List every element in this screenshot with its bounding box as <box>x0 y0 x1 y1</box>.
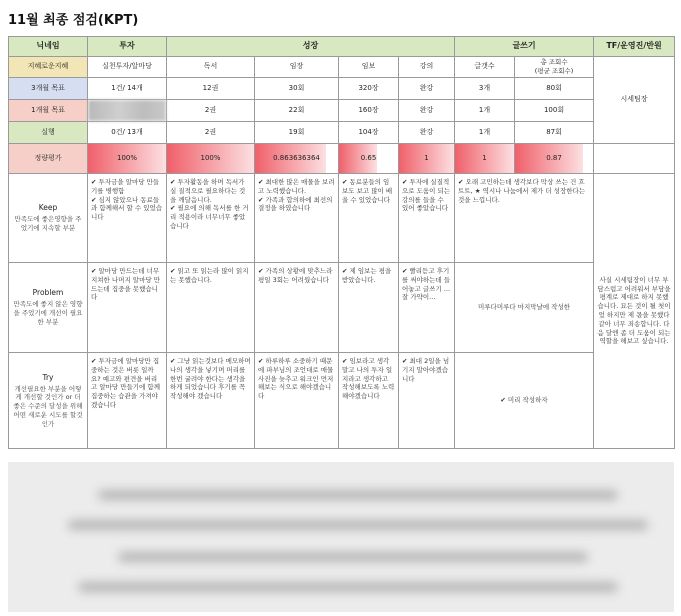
try-writing: ✔ 미리 작성하자 <box>455 353 594 449</box>
row-label-1month: 1개월 목표 <box>9 100 88 122</box>
cell-report: 320장 <box>339 78 399 100</box>
tf-role-cell: 시세팀장 <box>594 57 675 144</box>
subheader-reading: 독서 <box>167 57 255 78</box>
kpt-table <box>8 36 675 449</box>
header-invest: 투자 <box>88 37 167 57</box>
problem-class: ✔ 빨리듣고 후기를 써야하는데 들어놓고 글쓰기 ... 잘 가약이... <box>399 263 455 353</box>
header-nickname: 닉네임 <box>9 37 88 57</box>
cell-class: 완강 <box>399 122 455 144</box>
cell-views: 100회 <box>515 100 594 122</box>
keep-writing: ✔ 오래 고민하는데 생각보다 막상 쓰는 건 흐트트, ★ 역시나 나눔에서 제가 더 성장한다는 것을 느낍니다. <box>455 174 594 263</box>
header-tf: TF/운영진/반원 <box>594 37 675 57</box>
subheader-invest: 실천투자/알마당 <box>88 57 167 78</box>
subheader-name: 지혜로운지혜 <box>9 57 88 78</box>
cell-lecture: 22회 <box>255 100 339 122</box>
cell-lecture: 19회 <box>255 122 339 144</box>
keep-label-cell: Keep 만족도에 좋은영향을 주었기에 지속할 부분 <box>9 174 88 263</box>
eval-lecture: 0.863636364 <box>255 144 339 174</box>
redacted-area <box>8 462 674 612</box>
cell-reading: 12권 <box>167 78 255 100</box>
keep-report: ✔ 동료분들의 임보도 보고 많이 배울 수 있었습니다 <box>339 174 399 263</box>
cell-report: 160장 <box>339 100 399 122</box>
page-title: 11월 최종 점검(KPT) <box>8 13 139 28</box>
cell-reading: 2권 <box>167 122 255 144</box>
problem-reading: ✔ 읽고 또 읽는라 많이 읽지는 못했습니다. <box>167 263 255 353</box>
cell-post-count: 1개 <box>455 122 515 144</box>
cell-views: 87회 <box>515 122 594 144</box>
cell-invest: 1건/ 14개 <box>88 78 167 100</box>
try-invest: ✔ 투자금에 알마당만 집중하는 것은 버릇 일까요? 예고와 편견을 버리고 알마당 만들기에 함께 집중하는 습관을 가져야겠습니다 <box>88 353 167 449</box>
cell-reading: 2권 <box>167 100 255 122</box>
keep-reading: ✔ 투자활동을 하며 독서가 실 질적으로 필요하다는 것을 깨달음니다. ✔ 필요에 의해 독서를 한 거리 적용이라 너무너무 좋았습니다 <box>167 174 255 263</box>
problem-writing: 미루다미루다 마지막날에 작성한 <box>455 263 594 353</box>
subheader-lecture: 임장 <box>255 57 339 78</box>
header-growth: 성장 <box>167 37 455 57</box>
row-label-actual: 실행 <box>9 122 88 144</box>
eval-reading: 100% <box>167 144 255 174</box>
problem-lecture: ✔ 가족의 상황에 맞추느라 평일 3회는 어려웠습니다 <box>255 263 339 353</box>
problem-invest: ✔ 알마당 만드는데 너무 지쳐한 나머지 알마당 만드는데 집중을 못했습니다 <box>88 263 167 353</box>
cell-class: 완강 <box>399 100 455 122</box>
row-label-evaluation: 정량평가 <box>9 144 88 174</box>
keep-class: ✔ 투자에 실질적으로 도움이 되는 강의를 들을 수 있어 좋았습니다 <box>399 174 455 263</box>
cell-post-count: 1개 <box>455 100 515 122</box>
cell-class: 완강 <box>399 78 455 100</box>
keep-lecture: ✔ 최대한 많은 매물을 보려고 노력했습니다. ✔ 가족과 합의하에 최선의 결정을 하였습니다 <box>255 174 339 263</box>
subheader-report: 임보 <box>339 57 399 78</box>
eval-invest: 100% <box>88 144 167 174</box>
try-report: ✔ 임보라고 생각말고 나의 투자 일지라고 생각하고 작성해보도록 노력해야겠습니다 <box>339 353 399 449</box>
try-class: ✔ 최대 2일을 넘기지 말아야겠습니다 <box>399 353 455 449</box>
eval-views: 0.87 <box>515 144 594 174</box>
header-writing: 글쓰기 <box>455 37 594 57</box>
subheader-views: 총 조회수 (평균 조회수) <box>515 57 594 78</box>
tf-note: 사실 시세팀장이 너무 부담스럽고 어려워서 부담을 평계로 제대로 하지 못했습니다. 묘든 것이 될 첫이었 하지만 제 몫을 못했다 같아 너무 죄송합니다. 다음 달엔 좀 더 도움이 되는 역할을 해보고 싶습니다. <box>594 174 675 449</box>
redacted-cell <box>88 100 167 122</box>
row-label-3month: 3개월 목표 <box>9 78 88 100</box>
try-lecture: ✔ 하루하루 소중하기 때문에 파부님의 조언대로 매물사진을 늦추고 워크인 먼저 해보는 식으로 해야겠습니다 <box>255 353 339 449</box>
eval-class: 1 <box>399 144 455 174</box>
keep-invest: ✔ 투자금을 알마당 만들기를 병행함 ✔ 심지 않았으나 동료들과 함께해서 할 수 있었습니다 <box>88 174 167 263</box>
cell-report: 104장 <box>339 122 399 144</box>
cell-views: 80회 <box>515 78 594 100</box>
subheader-class: 강의 <box>399 57 455 78</box>
cell-invest: 0건/ 13개 <box>88 122 167 144</box>
subheader-post-count: 글갯수 <box>455 57 515 78</box>
cell-lecture: 30회 <box>255 78 339 100</box>
try-reading: ✔ 그냥 읽는것보다 메모하며 나의 생각을 넣기며 머리를 한번 굴려야 한다는 생각을 하게 되었습니다 후기를 꼭 작성해야 겠습니다 <box>167 353 255 449</box>
problem-report: ✔ 제 임보는 평을 받았습니다. <box>339 263 399 353</box>
try-label-cell: Try 개선필요한 부분을 어떻게 개선할 것인가 or 더 좋은 수준의 달성을 위해 어떤 새로운 시도를 할것인가 <box>9 353 88 449</box>
problem-label-cell: Problem 만족도에 좋지 않은 영향을 주었기에 개선이 필요한 부분 <box>9 263 88 353</box>
cell-post-count: 3개 <box>455 78 515 100</box>
eval-report: 0.65 <box>339 144 399 174</box>
eval-post-count: 1 <box>455 144 515 174</box>
